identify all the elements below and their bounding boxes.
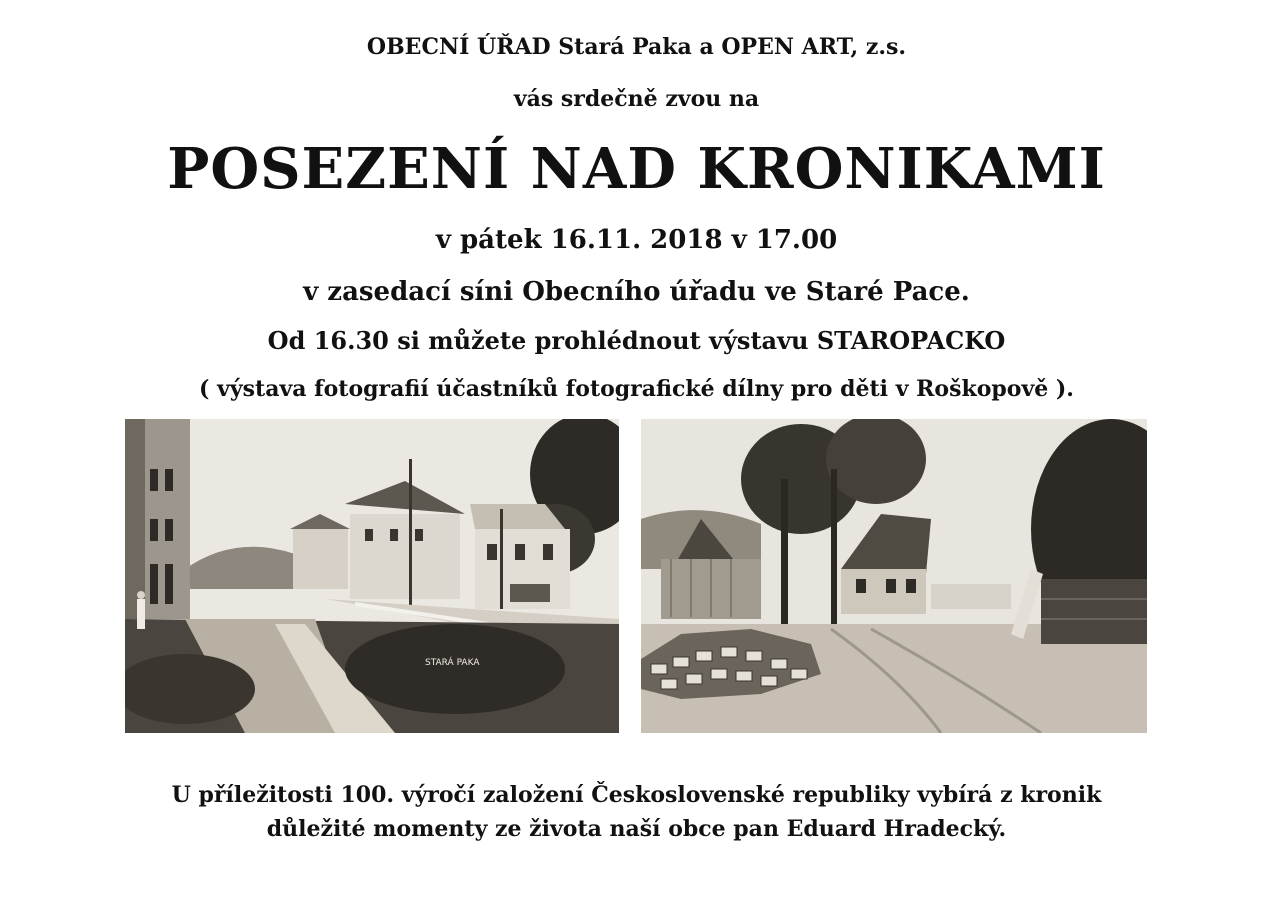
invitation-line: vás srdečně zvou na bbox=[513, 86, 760, 112]
historic-photo-street-creek bbox=[125, 419, 619, 733]
event-venue: v zasedací síni Obecního úřadu ve Staré Pace. bbox=[303, 277, 970, 307]
event-date-time: v pátek 16.11. 2018 v 17.00 bbox=[435, 225, 838, 255]
historic-photo-village-road bbox=[641, 419, 1147, 733]
street-creek-illustration bbox=[125, 419, 619, 733]
exhibition-line: Od 16.30 si můžete prohlédnout výstavu STAROPACKO bbox=[267, 326, 1006, 355]
organizers-line: OBECNÍ ÚŘAD Stará Paka a OPEN ART, z.s. bbox=[366, 34, 907, 60]
village-road-illustration bbox=[641, 419, 1147, 733]
exhibition-note: ( výstava fotografií účastníků fotografické dílny pro děti v Roškopově ). bbox=[199, 376, 1074, 402]
footer-line-1: U příležitosti 100. výročí založení Československé republiky vybírá z kronik bbox=[171, 782, 1102, 808]
poster-title: POSEZENÍ NAD KRONIKAMI bbox=[167, 136, 1106, 202]
footer-line-2: důležité momenty ze života naší obce pan Eduard Hradecký. bbox=[266, 816, 1007, 842]
photo-caption: STARÁ PAKA bbox=[425, 658, 480, 668]
